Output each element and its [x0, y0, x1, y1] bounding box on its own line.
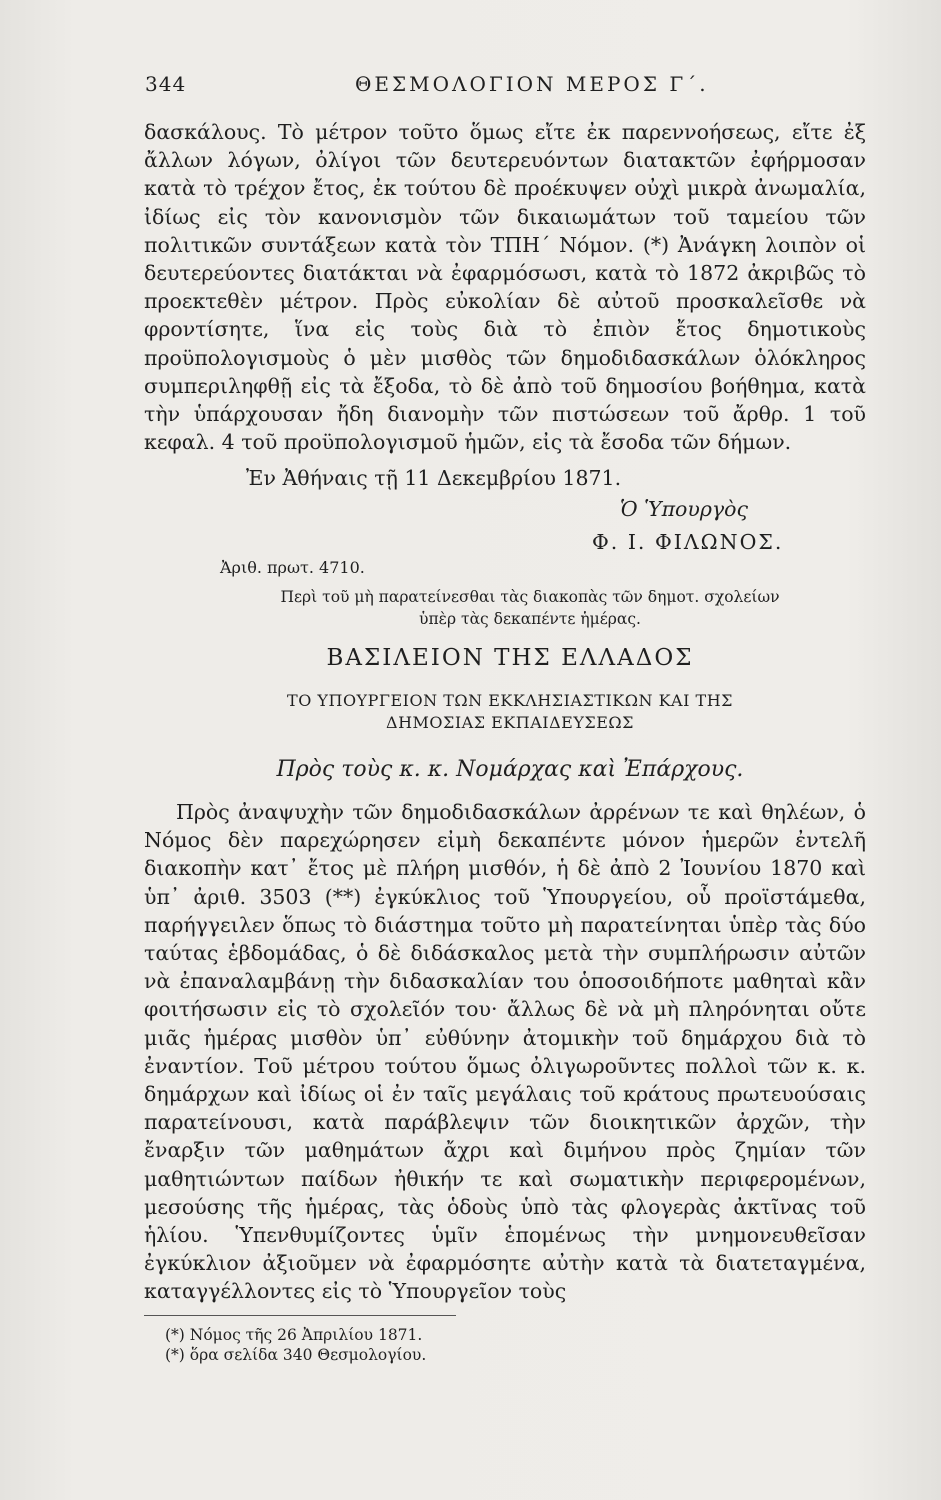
subject-line-1: Περὶ τοῦ μὴ παρατείνεσθαι τὰς διακοπὰς τῶν δημοτ. σχολείων [280, 588, 780, 606]
footnote-divider [144, 1315, 456, 1316]
ministry-line-1: ΤΟ ΥΠΟΥΡΓΕΙΟΝ ΤΩΝ ΕΚΚΛΗΣΙΑΣΤΙΚΩΝ ΚΑΙ ΤΗΣ [287, 691, 733, 710]
ministry-heading [140, 690, 880, 734]
footnote-1: (*) Νόμος τῆς 26 Ἀπριλίου 1871. [165, 1326, 423, 1344]
ministry-line-2: ΔΗΜΟΣΙΑΣ ΕΚΠΑΙΔΕΥΣΕΩΣ [386, 713, 634, 732]
running-title: ΘΕΣΜΟΛΟΓΙΟΝ ΜΕΡΟΣ Γ΄. [355, 72, 709, 96]
page-number: 344 [145, 72, 187, 96]
dateline: Ἐν Ἀθήναις τῇ 11 Δεκεμβρίου 1871. [246, 466, 622, 490]
footnotes [165, 1325, 426, 1365]
signature-name: Φ. Ι. ΦΙΛΩΝΟΣ. [592, 530, 784, 554]
signature-role: Ὁ Ὑπουργὸς [620, 497, 748, 521]
body-paragraph-1: δασκάλους. Τὸ μέτρον τοῦτο ὅμως εἴτε ἐκ παρεννοήσεως, εἴτε ἐξ ἄλλων λόγων, ὀλίγοι τῶν δευτερευόντων διατακτῶν ἐφήρμοσαν κατὰ τὸ τρέχον ἔτος, ἐκ τούτου δὲ προέκυψεν οὐχὶ μικρὰ ἀνωμαλία, ἰδίως εἰς τὸν κανονισμὸν τῶν δικαιωμάτων τοῦ ταμείου τῶν πολιτικῶν συντάξεων κατὰ τὸν ΤΠΗ΄ Νόμον. (*) Ἀνάγκη λοιπὸν οἱ δευτερεύοντες διατάκται νὰ ἐφαρμόσωσι, κατὰ τὸ 1872 ἀκριβῶς τὸ προεκτεθὲν μέτρον. Πρὸς εὐκολίαν δὲ αὐτοῦ προσκαλεῖσθε νὰ φροντίσητε, ἵνα εἰς τοὺς διὰ τὸ ἐπιὸν ἔτος δημοτικοὺς προϋπολογισμοὺς ὁ μὲν μισθὸς τῶν δημοδιδασκάλων ὁλόκληρος συμπεριληφθῇ εἰς τὰ ἔξοδα, τὸ δὲ ἀπὸ τοῦ δημοσίου βοήθημα, κατὰ τὴν ὑπάρχουσαν ἤδη διανομὴν τῶν πιστώσεων τοῦ ἄρθρ. 1 τοῦ κεφαλ. 4 τοῦ προϋπολογισμοῦ ἡμῶν, εἰς τὰ ἔσοδα τῶν δήμων. [144, 120, 866, 455]
protocol-number: Ἀριθ. πρωτ. 4710. [220, 558, 365, 577]
addressee-line: Πρὸς τοὺς κ. κ. Νομάρχας καὶ Ἐπάρχους. [276, 757, 744, 782]
kingdom-heading: ΒΑΣΙΛΕΙΟΝ ΤΗΣ ΕΛΛΑΔΟΣ [326, 645, 694, 671]
footnote-2: (*) ὅρα σελίδα 340 Θεσμολογίου. [165, 1346, 427, 1364]
circular-subject [170, 586, 890, 630]
page-header [145, 72, 865, 102]
body-paragraph-2: Πρὸς ἀναψυχὴν τῶν δημοδιδασκάλων ἀρρένων τε καὶ θηλέων, ὁ Νόμος δὲν παρεχώρησεν εἰμὴ δεκαπέντε μόνον ἡμερῶν ἐντελῆ διακοπὴν κατ᾽ ἔτος μὲ πλήρη μισθόν, ἡ δὲ ἀπὸ 2 Ἰουνίου 1870 καὶ ὑπ᾽ ἀριθ. 3503 (**) ἐγκύκλιος τοῦ Ὑπουργείου, οὗ προϊστάμεθα, παρήγγειλεν ὅπως τὸ διάστημα τοῦτο μὴ παρατείνηται ὑπὲρ τὰς δύο ταύτας ἑβδομάδας, ὁ δὲ διδάσκαλος μετὰ τὴν συμπλήρωσιν αὐτῶν νὰ ἐπαναλαμβάνῃ τὴν διδασκαλίαν του ὁποσοιδήποτε μαθηταὶ κἂν φοιτήσωσιν εἰς τὸ σχολεῖόν του· ἄλλως δὲ νὰ μὴ πληρόνηται οὔτε μιᾶς ἡμέρας μισθὸν ὑπ᾽ εὐθύνην ἀτομικὴν τοῦ δημάρχου διὰ τὸ ἐναντίον. Τοῦ μέτρου τούτου ὅμως ὀλιγωροῦντες πολλοὶ τῶν κ. κ. δημάρχων καὶ ἰδίως οἱ ἐν ταῖς μεγάλαις τοῦ κράτους πρωτευούσαις παρατείνουσι, κατὰ παράβλεψιν τῶν διοικητικῶν ἀρχῶν, τὴν ἔναρξιν τῶν μαθημάτων ἄχρι καὶ διμήνου πρὸς ζημίαν τῶν μαθητιώντων παίδων ἠθικήν τε καὶ σωματικὴν περιφερομένων, μεσούσης τῆς ἡμέρας, τὰς ὁδοὺς ὑπὸ τὰς φλογερὰς ἀκτῖνας τοῦ ἡλίου. Ὑπενθυμίζοντες ὑμῖν ἑπομένως τὴν μνημονευθεῖσαν ἐγκύκλιον ἀξιοῦμεν νὰ ἐφαρμόσητε αὐτὴν κατὰ τὰ διατεταγμένα, καταγγέλλοντες εἰς τὸ Ὑπουργεῖον τοὺς [144, 800, 866, 1304]
subject-line-2: ὑπὲρ τὰς δεκαπέντε ἡμέρας. [419, 610, 641, 628]
